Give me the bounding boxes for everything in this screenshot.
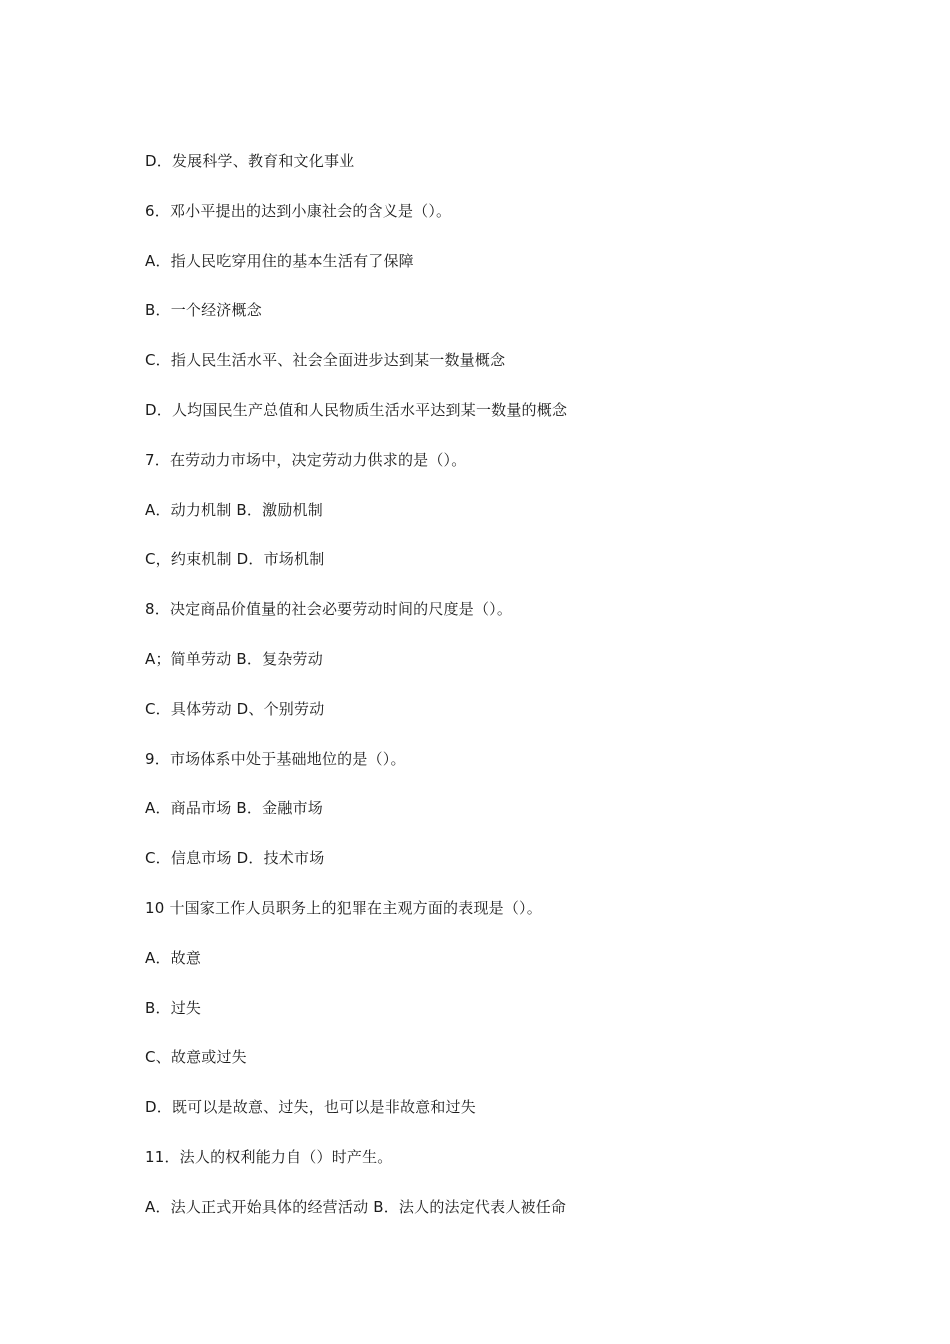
option-line: B．一个经济概念	[145, 301, 262, 320]
question-8: 8．决定商品价值量的社会必要劳动时间的尺度是（）。	[145, 600, 513, 619]
option-line: A．商品市场 B．金融市场	[145, 799, 323, 818]
question-10: 10 十国家工作人员职务上的犯罪在主观方面的表现是（）。	[145, 898, 542, 917]
option-line: A．故意	[145, 948, 202, 967]
option-line: D．人均国民生产总值和人民物质生活水平达到某一数量的概念	[145, 400, 568, 419]
option-line: B．过失	[145, 998, 202, 1017]
text-line: D．发展科学、教育和文化事业	[145, 152, 355, 170]
question-7: 7．在劳动力市场中，决定劳动力供求的是（）。	[145, 450, 467, 469]
question-6: 6．邓小平提出的达到小康社会的含义是（）。	[145, 201, 452, 220]
option-line: C．信息市场 D．技术市场	[145, 849, 325, 868]
option-line: C、故意或过失	[145, 1048, 247, 1067]
option-line: C，约束机制 D．市场机制	[145, 550, 325, 569]
option-line: A．动力机制 B．激励机制	[145, 500, 323, 519]
option-line: A．法人正式开始具体的经营活动 B．法人的法定代表人被任命	[145, 1197, 567, 1216]
question-11: 11．法人的权利能力自（）时产生。	[145, 1147, 393, 1166]
option-line: C．具体劳动 D、个别劳动	[145, 699, 325, 718]
question-9: 9．市场体系中处于基础地位的是（）。	[145, 749, 406, 768]
question-list	[145, 148, 865, 1244]
option-line: A．指人民吃穿用住的基本生活有了保障	[145, 251, 414, 270]
option-line: C．指人民生活水平、社会全面进步达到某一数量概念	[145, 351, 506, 370]
option-line: D．既可以是故意、过失，也可以是非故意和过失	[145, 1098, 476, 1117]
option-line: A；简单劳动 B．复杂劳动	[145, 649, 323, 668]
